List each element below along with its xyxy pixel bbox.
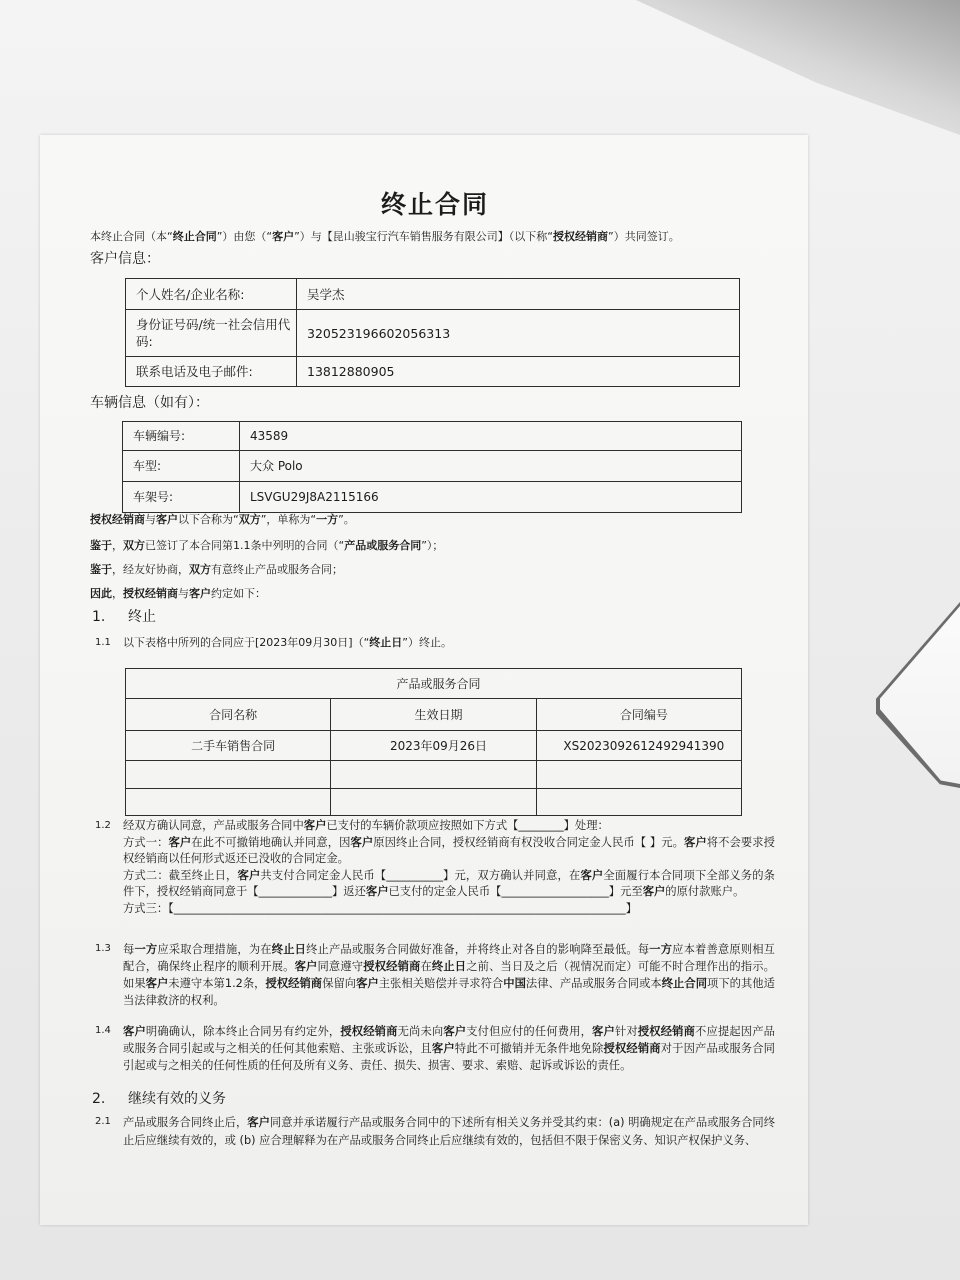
defined-term: 终止日 <box>431 960 467 973</box>
empty-cell <box>126 789 331 816</box>
section-2-title: 继续有效的义务 <box>128 1091 226 1107</box>
defined-term: 客户 <box>123 1025 146 1038</box>
text-run: ”。 <box>338 513 355 526</box>
defined-term: 客户 <box>592 1025 615 1038</box>
text-run: ，经友好协商， <box>112 563 189 576</box>
text-run: 不应提起因产品或服务合同引起或与之相关的任何其他索赔、主张或诉讼，且 <box>123 1025 775 1055</box>
text-run: 支付但应付的任何费用， <box>466 1025 593 1038</box>
text-run: 共支付合同定金人民币【__________】元，双方确认并同意，在 <box>260 868 581 882</box>
customer-info-table <box>125 278 740 387</box>
vehicle-number-label: 车辆编号: <box>123 422 240 451</box>
customer-contact-value: 13812880905 <box>297 357 740 387</box>
defined-term: 客户 <box>247 1116 270 1129</box>
vehicle-number-row <box>123 422 742 451</box>
clause-1-2-number: 1.2 <box>95 820 111 831</box>
text-run: ， <box>112 587 123 600</box>
customer-id-row <box>126 310 740 357</box>
empty-cell <box>536 761 741 789</box>
contract-table <box>125 668 742 816</box>
text-run: ”）共同签订。 <box>608 230 680 243</box>
text-run: 本终止合同（本“ <box>90 230 173 243</box>
customer-contact-row <box>126 357 740 387</box>
customer-name-value: 吴学杰 <box>297 279 740 310</box>
defined-term: 授权经销商 <box>90 513 145 526</box>
defined-term: 终止合同 <box>661 977 708 990</box>
text-run: 在 <box>420 960 432 973</box>
text-run: 的原付款账户。 <box>665 885 745 898</box>
empty-cell <box>331 761 536 789</box>
defined-term: 客户 <box>431 1042 455 1055</box>
defined-term: 一方 <box>649 943 673 956</box>
clause-2-1-number: 2.1 <box>95 1116 111 1127</box>
defined-term: 双方 <box>123 539 145 552</box>
vehicle-vin-row <box>123 482 742 513</box>
defined-term: 客户 <box>684 835 707 849</box>
text-run: 以下合称为“ <box>178 513 239 526</box>
empty-cell <box>536 789 741 816</box>
text-run: 特此不可撤销并无条件地免除 <box>454 1042 604 1055</box>
customer-contact-label: 联系电话及电子邮件: <box>126 357 297 387</box>
text-run: 已支付的定金人民币【___________________】元至 <box>388 885 643 898</box>
defined-term: 客户 <box>350 835 374 849</box>
vehicle-model-value: 大众 Polo <box>240 451 742 482</box>
clause-1-3-number: 1.3 <box>95 943 111 954</box>
defined-term: 终止日 <box>271 943 307 956</box>
table-row <box>126 731 742 761</box>
parties-definition <box>90 512 790 528</box>
defined-term: 客户 <box>189 587 211 600</box>
text-run: 方式二：截至终止日， <box>123 868 238 882</box>
defined-term: 客户 <box>303 819 327 832</box>
text-run: 以下表格中所列的合同应于[2023年09月30日]（“ <box>123 636 370 649</box>
empty-cell <box>331 789 536 816</box>
contract-table-header-row <box>126 699 742 731</box>
vehicle-number-value: 43589 <box>240 422 742 451</box>
vehicle-vin-value: LSVGU29J8A2115166 <box>240 482 742 513</box>
defined-term: 双方 <box>189 563 211 576</box>
defined-term: 授权经销商 <box>340 1025 398 1038</box>
contract-page <box>40 135 808 1225</box>
defined-term: 授权经销商 <box>553 230 609 243</box>
text-run: ”）由您（“ <box>216 230 273 243</box>
clause-1-3-text <box>123 941 775 1009</box>
text-run: 全面履行本合同项下全部义务的条件下，授权经销商同意于【_____________】返还 <box>123 868 775 898</box>
effective-date-cell: 2023年09月26日 <box>331 731 536 761</box>
defined-term: 客户 <box>642 885 666 898</box>
contract-table-caption: 产品或服务合同 <box>126 669 742 699</box>
defined-term: 一方 <box>134 943 158 956</box>
contract-number-header: 合同编号 <box>536 699 741 731</box>
text-run: 明确确认，除本终止合同另有约定外， <box>145 1025 341 1038</box>
vehicle-model-row <box>123 451 742 482</box>
text-run: ”）与【昆山骏宝行汽车销售服务有限公司】（以下称“ <box>294 230 554 243</box>
text-run: 与 <box>178 587 189 600</box>
vehicle-model-label: 车型: <box>123 451 240 482</box>
vehicle-info-table <box>122 421 742 513</box>
text-run: 无尚未向 <box>397 1025 444 1038</box>
clause-1-2-option-1 <box>123 835 775 868</box>
text-run: 应本着善意原则相互配合，确保终止程序的顺利开展。 <box>123 943 775 973</box>
text-run: 已支付的车辆价款项应按照如下方式【________】处理： <box>326 819 609 832</box>
defined-term: 双方 <box>238 513 261 526</box>
section-1-number: 1. <box>92 609 106 625</box>
defined-term: 客户 <box>580 868 604 882</box>
defined-term: 产品或服务合同 <box>344 539 422 552</box>
text-run: 每 <box>123 943 135 956</box>
clause-1-4-number: 1.4 <box>95 1025 111 1036</box>
effective-date-header: 生效日期 <box>331 699 536 731</box>
clause-2-1-text <box>123 1114 775 1150</box>
text-run: 保留向 <box>322 977 357 990</box>
agreement-statement <box>90 586 790 602</box>
defined-term: 授权经销商 <box>265 977 323 990</box>
text-run: 有意终止产品或服务合同； <box>211 563 343 576</box>
defined-term: 客户 <box>272 230 295 243</box>
defined-term: 客户 <box>237 868 261 882</box>
defined-term: 鉴于 <box>90 539 112 552</box>
clause-1-2-option-2 <box>123 868 775 901</box>
text-run: ”）终止。 <box>402 636 452 649</box>
defined-term: 客户 <box>294 960 318 973</box>
text-run: 同意并承诺履行产品或服务合同中的下述所有相关义务并受其约束：(a) 明确规定在产品或服务合同终止后应继续有效的，或 (b) 应合理解释为在产品或服务合同终止后应继续有效的，包括但不限于保密义务、知识产权保护义务、 <box>123 1116 775 1147</box>
text-run: 与 <box>145 513 156 526</box>
defined-term: 授权经销商 <box>637 1025 696 1038</box>
text-run: 方式一： <box>123 835 169 849</box>
defined-term: 客户 <box>356 977 379 990</box>
text-run: 原因终止合同，授权经销商有权没收合同定金人民币【 】元。 <box>373 835 684 849</box>
clause-1-1-text <box>123 635 773 651</box>
text-run: 约定如下： <box>211 587 266 600</box>
text-run: 应采取合理措施，为在 <box>157 943 272 956</box>
vehicle-vin-label: 车架号: <box>123 482 240 513</box>
empty-table-row <box>126 789 742 816</box>
defined-term: 鉴于 <box>90 563 112 576</box>
clause-1-4-text <box>123 1023 775 1074</box>
defined-term: 客户 <box>365 885 389 898</box>
text-run: ”）； <box>421 539 444 552</box>
defined-term: 客户 <box>156 513 178 526</box>
contract-name-header: 合同名称 <box>126 699 331 731</box>
clause-1-1-number: 1.1 <box>95 637 111 648</box>
text-run: 主张相关赔偿并寻求符合 <box>378 977 504 990</box>
defined-term: 中国 <box>503 977 526 990</box>
defined-term: 因此 <box>90 587 112 600</box>
text-run: 产品或服务合同终止后， <box>123 1116 248 1129</box>
contract-number-cell: XS2023092612492941390 <box>536 731 741 761</box>
text-run: ”，单称为“ <box>260 513 317 526</box>
text-run: 同意遵守 <box>317 960 364 973</box>
text-run: 将不会要求授权经销商以任何形式返还已没收的合同定金。 <box>123 835 775 865</box>
customer-id-label: 身份证号码/统一社会信用代码: <box>126 310 297 357</box>
background-shadow <box>600 0 960 150</box>
customer-id-value: 320523196602056313 <box>297 310 740 357</box>
section-2-number: 2. <box>92 1091 106 1107</box>
empty-table-row <box>126 761 742 789</box>
clause-1-2-block <box>123 818 775 917</box>
defined-term: 客户 <box>168 835 192 849</box>
section-1-title: 终止 <box>128 609 156 625</box>
defined-term: 一方 <box>316 513 339 526</box>
defined-term: 授权经销商 <box>603 1042 661 1055</box>
customer-info-heading: 客户信息： <box>90 251 160 267</box>
clause-1-2-option-3 <box>123 901 775 918</box>
defined-term: 授权经销商 <box>123 587 178 600</box>
text-run: 经双方确认同意，产品或服务合同中 <box>123 819 304 832</box>
defined-term: 客户 <box>145 977 169 990</box>
text-run: 已签订了本合同第1.1条中列明的合同（“ <box>145 539 345 552</box>
text-run: 未遵守本第1.2条， <box>168 977 266 990</box>
document-title: 终止合同 <box>380 190 489 219</box>
text-run: 方式三：【________________________________________________________________________________】 <box>123 901 638 915</box>
empty-cell <box>126 761 331 789</box>
customer-name-label: 个人姓名/企业名称: <box>126 279 297 310</box>
text-run: 在此不可撤销地确认并同意，因 <box>191 835 351 849</box>
recital-1 <box>90 538 790 554</box>
defined-term: 终止合同 <box>172 230 217 243</box>
defined-term: 客户 <box>443 1025 467 1038</box>
defined-term: 终止日 <box>369 636 403 649</box>
contract-name-cell: 二手车销售合同 <box>126 731 331 761</box>
text-run: 之前、当日及之后（视情况而定）可能不时合理作出的指示。如果 <box>123 960 775 990</box>
text-run: 终止产品或服务合同做好准备，并将终止对各自的影响降至最低。每 <box>306 943 650 956</box>
text-run: ， <box>112 539 123 552</box>
intro-paragraph <box>90 229 795 245</box>
text-run: 针对 <box>614 1025 638 1038</box>
text-run: 法律、产品或服务合同或本 <box>525 977 662 990</box>
customer-name-row <box>126 279 740 310</box>
contract-table-caption-row <box>126 669 742 699</box>
clause-1-2-intro <box>123 818 775 835</box>
vehicle-info-heading: 车辆信息（如有）： <box>90 395 209 411</box>
text-run: 对于因产品或服务合同引起或与之相关的任何性质的任何及所有义务、责任、损失、损害、要求、索赔、起诉或诉讼的责任。 <box>123 1042 775 1072</box>
recital-2 <box>90 562 790 578</box>
defined-term: 授权经销商 <box>363 960 421 973</box>
text-run: 项下的其他适当法律救济的权利。 <box>123 977 775 1007</box>
